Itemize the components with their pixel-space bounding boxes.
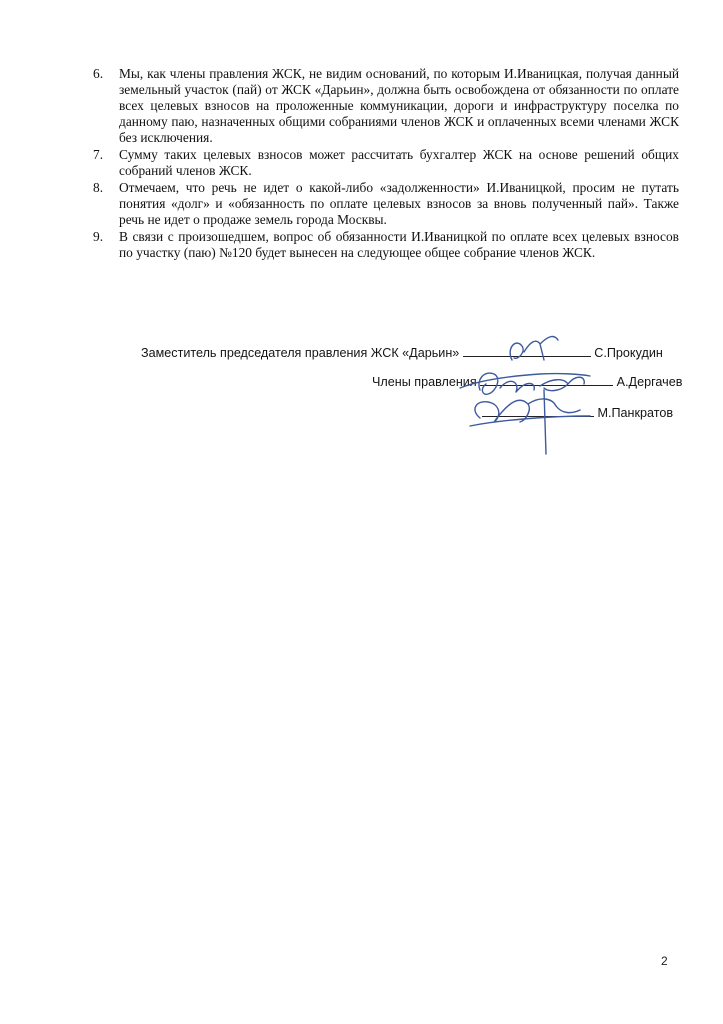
item-number: 8.	[93, 180, 104, 195]
item-text: В связи с произошедшем, вопрос об обязанности И.Иваницкой по оплате всех целевых взносов по участку (паю) №120 будет вынесен на следующее общее собрание членов ЖСК.	[119, 229, 679, 260]
member-1-name: А.Дергачев	[616, 375, 683, 389]
item-text: Сумму таких целевых взносов может рассчитать бухгалтер ЖСК на основе решений общих собраний членов ЖСК.	[119, 147, 679, 178]
deputy-name: С.Прокудин	[594, 346, 663, 360]
list-item	[93, 147, 679, 179]
numbered-list	[93, 66, 679, 262]
item-text: Отмечаем, что речь не идет о какой-либо «задолженности» И.Иваницкой, просим не путать понятия «долг» и «обязанность по оплате целевых взносов за вновь полученный пай». Также речь не идет о продаже земель города Москвы.	[119, 180, 679, 227]
handwritten-signature-icon	[440, 330, 620, 460]
page-number: 2	[661, 954, 668, 968]
item-number: 9.	[93, 229, 104, 244]
item-number: 6.	[93, 66, 104, 81]
list-item	[93, 229, 679, 261]
list-item	[93, 180, 679, 228]
item-number: 7.	[93, 147, 104, 162]
deputy-role: Заместитель председателя правления ЖСК «Дарьин»	[141, 346, 460, 360]
item-text: Мы, как члены правления ЖСК, не видим оснований, по которым И.Иваницкая, получая данный земельный участок (пай) от ЖСК «Дарьин», должна быть освобождена от обязанности по оплате всех целевых взносов на проложенные коммуникации, дороги и инфраструктуру поселка по данному паю, назначенных общими собраниями членов ЖСК и оплаченных всеми членами ЖСК без исключения.	[119, 66, 679, 145]
list-item	[93, 66, 679, 146]
members-role: Члены правления	[372, 375, 477, 389]
member-2-name: М.Панкратов	[597, 406, 674, 420]
